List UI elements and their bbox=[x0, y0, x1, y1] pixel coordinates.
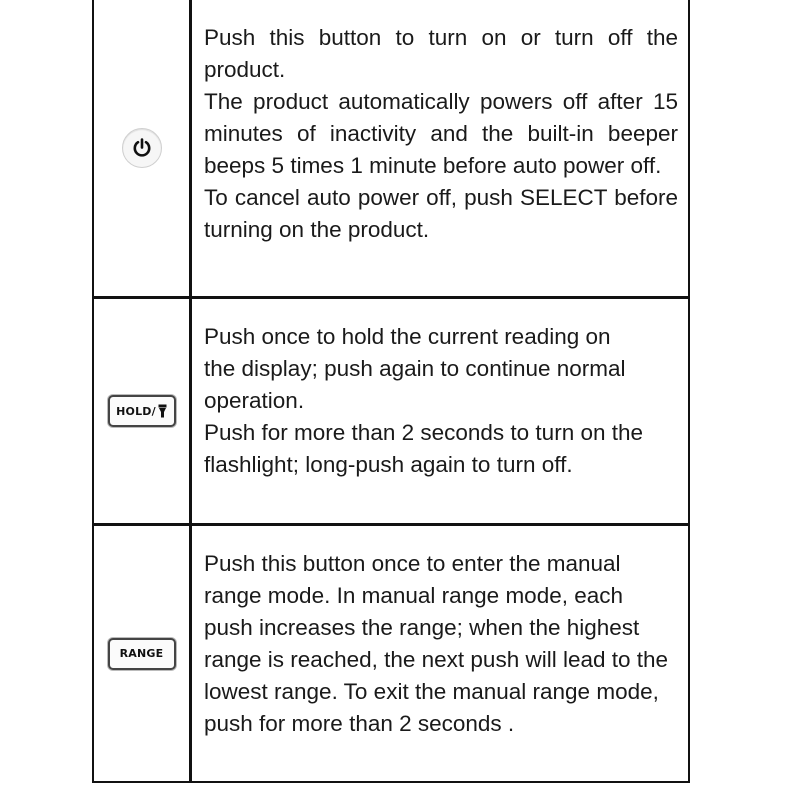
description-paragraph: The product automatically powers off after 15 minutes of inactivity and the built-in beeper beeps 5 times 1 minute before auto power off. bbox=[204, 89, 678, 178]
description-cell bbox=[204, 321, 648, 481]
description-paragraph: Push this button once to enter the manual range mode. In manual range mode, each push increases the range; when the highest range is reached, the next push will lead to the lowest range. To exit the manual range mode, push for more than 2 seconds . bbox=[204, 551, 669, 736]
range-key-label: RANGE bbox=[119, 647, 164, 660]
description-paragraph: Push for more than 2 seconds to turn on the flashlight; long-push again to turn off. bbox=[204, 420, 644, 477]
icon-cell bbox=[94, 526, 192, 781]
description-cell bbox=[204, 22, 678, 246]
range-button-key bbox=[108, 638, 176, 670]
flashlight-icon bbox=[158, 404, 167, 418]
icon-cell bbox=[94, 299, 192, 523]
description-paragraph: To cancel auto power off, push SELECT before turning on the product. bbox=[204, 185, 678, 242]
table-row-power bbox=[94, 0, 688, 296]
description-paragraph: Push once to hold the current reading on the display; push again to continue normal operation. bbox=[204, 324, 626, 413]
hold-key-label: HOLD/ bbox=[116, 404, 156, 418]
power-icon bbox=[131, 137, 153, 159]
table-row-range bbox=[94, 523, 688, 781]
power-button-key bbox=[122, 128, 162, 168]
button-function-table bbox=[92, 0, 690, 783]
description-cell bbox=[204, 548, 670, 740]
hold-button-key bbox=[108, 395, 176, 427]
description-paragraph: Push this button to turn on or turn off the product. bbox=[204, 25, 678, 82]
icon-cell bbox=[94, 0, 192, 296]
table-row-hold bbox=[94, 296, 688, 523]
